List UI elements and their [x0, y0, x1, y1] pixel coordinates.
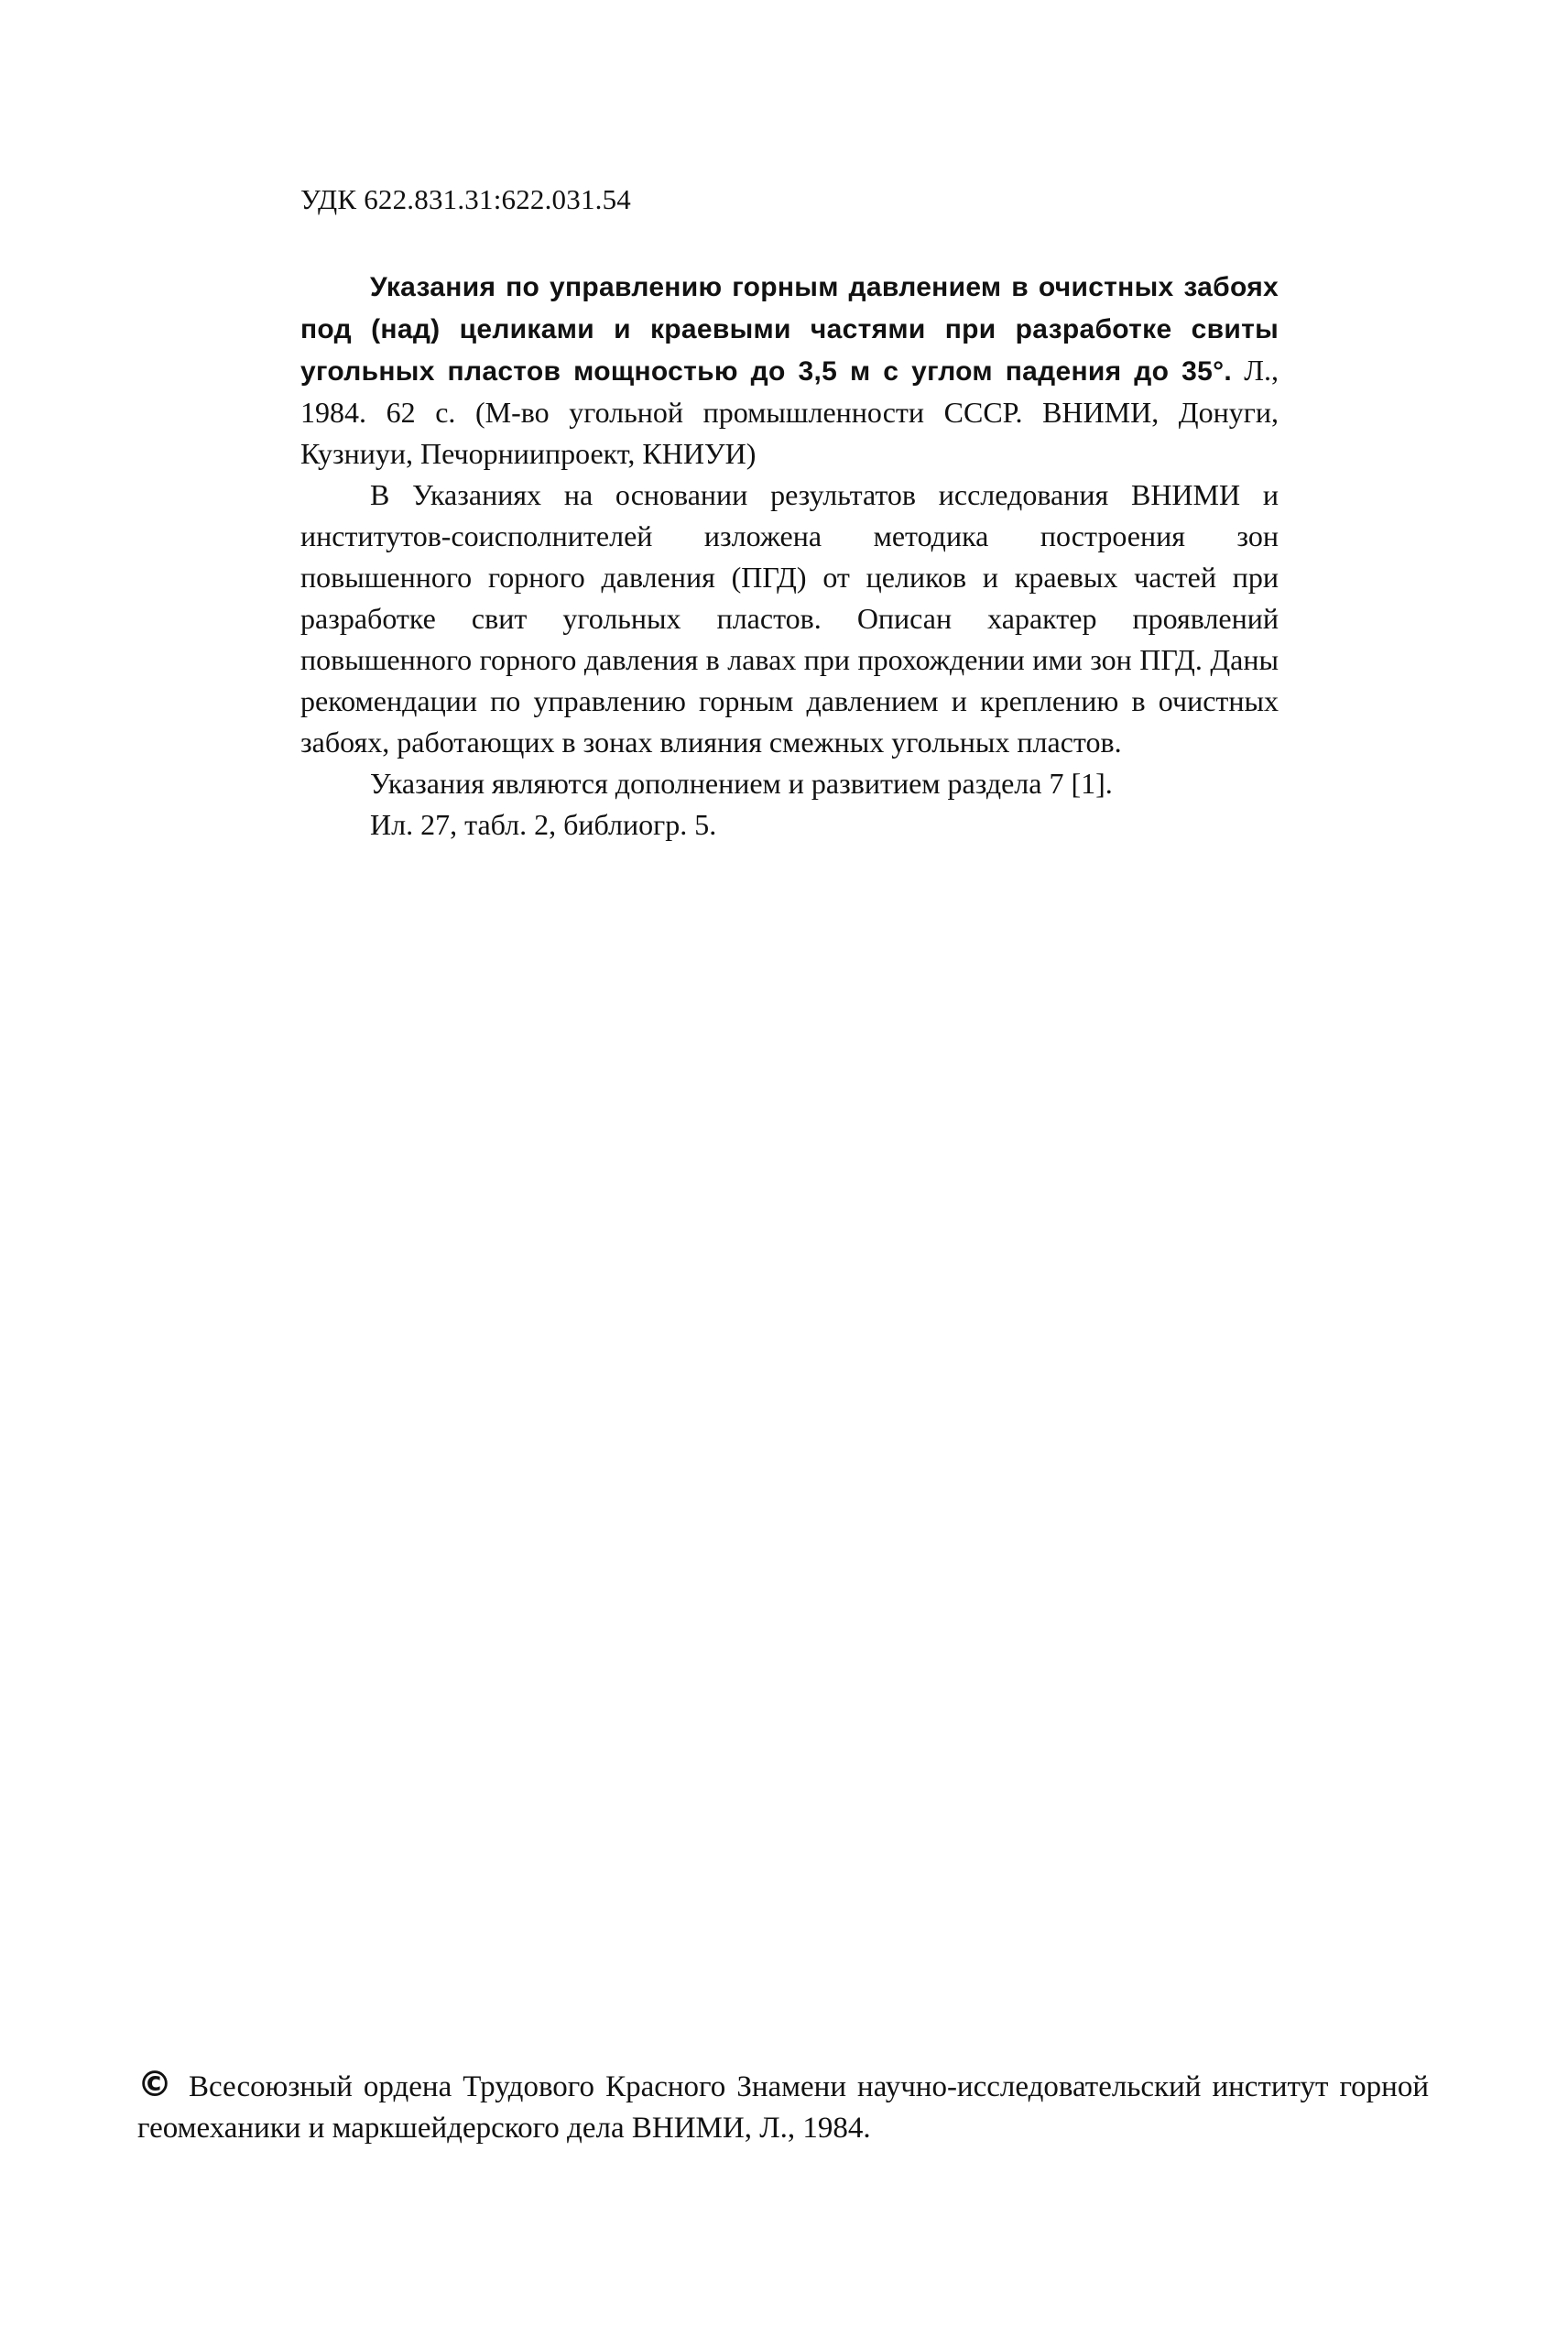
- abstract-body: В Указаниях на основании результатов исследования ВНИМИ и институтов-соисполнителей изложена методика построения зон повышенного горного давления (ПГД) от целиков и краевых частей при разработке свит угольных пластов. Описан характер проявлений повышенного горного давления в лавах при прохождении ими зон ПГД. Даны рекомендации по управлению горным давлением и креплению в очистных забоях, работающих в зонах влияния смежных угольных пластов.: [300, 478, 1279, 759]
- document-title: Указания по управлению горным давлением в очистных забоях под (над) целиками и краевыми частями при разработке свиты угольных пластов мощностью до 3,5 м с углом падения до 35°.: [300, 272, 1279, 387]
- copyright-notice: [137, 2064, 1429, 2149]
- copyright-icon: ©: [137, 2064, 172, 2104]
- bibliographic-entry: [300, 266, 1279, 475]
- udk-code: УДК 622.831.31:622.031.54: [300, 183, 632, 215]
- abstract-supplement: Указания являются дополнением и развитием раздела 7 [1].: [370, 767, 1113, 800]
- abstract-block: [300, 266, 1279, 846]
- abstract-stats: Ил. 27, табл. 2, библиогр. 5.: [370, 808, 717, 841]
- publication-info: Л., 1984. 62 с. (М-во угольной промышленности СССР. ВНИМИ, Донуги, Кузниуи, Печорниипроект, КНИУИ): [300, 354, 1279, 470]
- copyright-text: Всесоюзный ордена Трудового Красного Знамени научно-исследовательский институт горной геомеханики и маркшейдерского дела ВНИМИ, Л., 1984.: [137, 2070, 1429, 2145]
